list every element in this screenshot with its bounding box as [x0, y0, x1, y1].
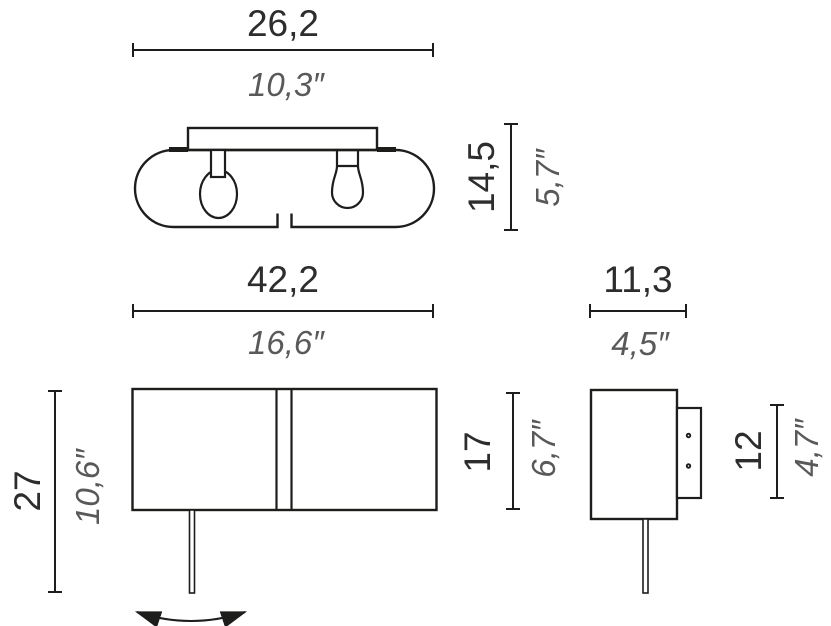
front-view-pull-rod: [190, 510, 195, 593]
front-view-body: [133, 389, 437, 510]
side-view: [591, 390, 701, 593]
dim-front-body-height-metric-label: 17: [457, 431, 498, 473]
dim-front-width-metric-label: 42,2: [246, 259, 320, 300]
dim-top-height-metric-label: 14,5: [461, 140, 502, 214]
dim-top-height: [461, 124, 566, 230]
dim-top-width-metric-label: 26,2: [246, 3, 320, 44]
swivel-arc-arrow: [137, 612, 245, 621]
dim-side-bracket-height-inch-label: 4,7″: [788, 419, 825, 477]
dim-front-total-height-inch-label: 10,6″: [69, 449, 106, 525]
dim-front-body-height-inch-label: 6,7″: [525, 420, 562, 478]
side-view-screw-hole-bottom-center: [688, 465, 690, 467]
front-view: [133, 389, 437, 621]
dim-top-width-inch-label: 10,3″: [248, 66, 324, 103]
side-view-wall-bracket: [677, 408, 701, 498]
top-view-diffuser-outline: [135, 150, 434, 227]
top-view-mounting-plate: [188, 128, 377, 150]
dim-front-width: [133, 259, 433, 361]
dim-front-total-height: [7, 391, 106, 592]
dim-side-bracket-height: [728, 405, 825, 498]
top-view-bulb-outline: [332, 150, 363, 208]
dim-front-body-height: [457, 393, 562, 509]
dim-side-bracket-height-metric-label: 12: [728, 430, 769, 472]
dim-top-height-inch-label: 5,7″: [529, 149, 566, 207]
top-view-left-socket-stem: [211, 150, 225, 177]
dim-side-depth-metric-label: 11,3: [603, 259, 673, 300]
dim-side-depth-inch-label: 4,5″: [611, 325, 669, 362]
side-view-pull-rod: [643, 519, 648, 593]
top-view: [135, 128, 434, 227]
dim-front-width-inch-label: 16,6″: [248, 324, 324, 361]
side-view-screw-hole-top-center: [688, 435, 690, 437]
side-view-body: [591, 390, 677, 519]
dim-front-total-height-metric-label: 27: [7, 470, 48, 512]
dim-side-depth: [590, 259, 686, 362]
dim-top-width: [133, 3, 433, 103]
